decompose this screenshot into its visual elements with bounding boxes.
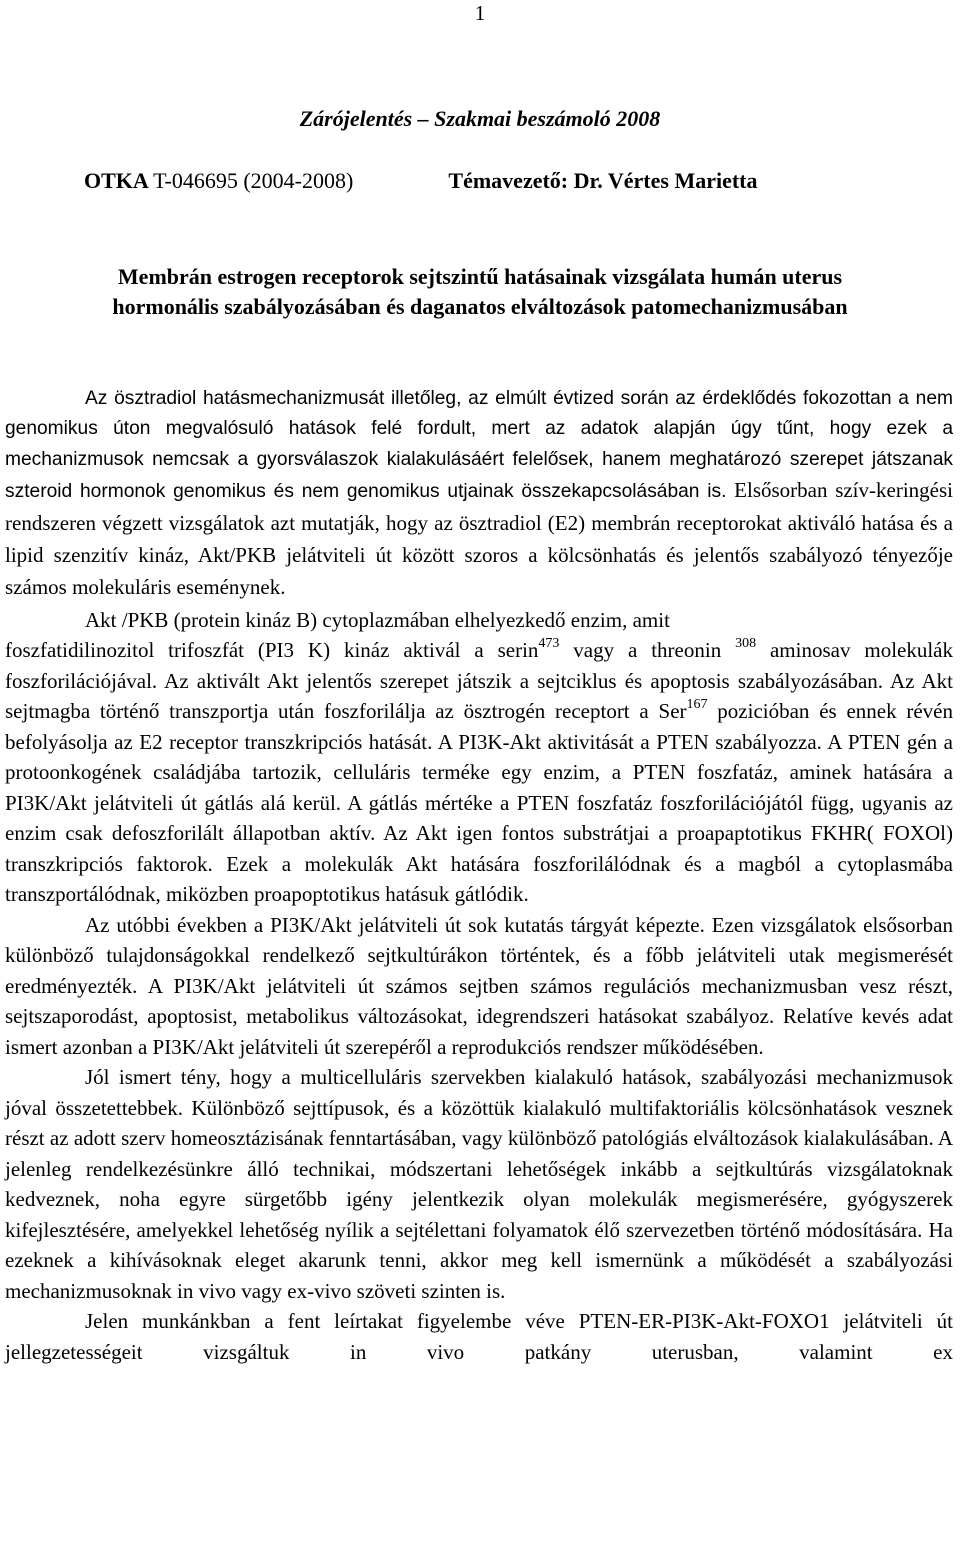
paragraph-2-line-1: Akt /PKB (protein kináz B) cytoplazmában elhelyezkedő enzim, amit [85, 607, 670, 632]
paragraph-5: Jelen munkánkban a fent leírtakat figyelembe véve PTEN-ER-PI3K-Akt-FOXO1 jelátviteli út jellegzetességeit vizsgáltuk in vivo patkány uterusban, valamint ex [5, 1309, 953, 1364]
superscript-167: 167 [686, 697, 708, 713]
report-title: Zárójelentés – Szakmai beszámoló 2008 [299, 106, 661, 131]
heading-line-2: hormonális szabályozásában és daganatos elváltozások patomechanizmusában [112, 294, 848, 319]
heading-line-1: Membrán estrogen receptorok sejtszintű hatásainak vizsgálata humán uterus [117, 264, 843, 289]
superscript-308: 308 [735, 636, 757, 652]
paragraph-2-text-d: pozicióban és ennek révén befolyásolja az E2 receptor transzkripciós hatását. A PI3K-Akt aktivitását a PTEN szabályozza. A PTEN gén a protoonkogének családjába tartozik, celluláris terméke egy enzim, a PTEN foszfatáz, aminek hatására a PI3K/Akt jelátviteli út gátlás alá kerül. A gátlás mértéke a PTEN foszfatáz foszforilációjától függ, ugyanis az enzim csak defoszforilált állapotban aktív. Az Akt igen fontos substrátjai a proapaptotikus FKHR( FOXOl) transzkripciós faktorok. Ezek a molekulák Akt hatására foszforilálódnak és a magból a cytoplasmába transzportálódnak, miközben proapoptotikus hatásuk gátlódik. [5, 699, 953, 907]
paragraph-2-text-b: vagy a threonin [559, 638, 736, 663]
paragraph-2-text-c: aminosav molekulák foszforilációjával. Az aktivált Akt jelentős szerepet játszik a sejtciklus és apoptosis szabályozásában. Az Akt sejtmagba történő transzportja után foszforilálja az ösztrogén receptort a Ser [5, 638, 954, 724]
paragraph-4: Jól ismert tény, hogy a multicelluláris szervekben kialakuló hatások, szabályozási mechanizmusok jóval összetettebbek. Különböző sejttípusok, és a közöttük kialakuló multifaktoriális kölcsönhatások vesznek részt az adott szerv homeosztázisának fenntartásában, vagy különböző patológiás elváltozások kialakulásában. A jelenleg rendelkezésünkre álló technikai, módszertani lehetőségek inkább a sejtkultúrás vizsgálatoknak kedveznek, noha egyre sürgetőbb igény jelentkezik olyan molekulák megismerésére, gyógyszerek kifejlesztésére, amelyekkel lehetőség nyílik a sejtélettani folyamatok élő szervezetben történő módosítására. Ha ezeknek a kihívásoknak eleget akarunk tenni, akkor meg kell ismernünk a működését a szabályozási mechanizmusoknak in vivo vagy ex-vivo szöveti szinten is. [5, 1065, 953, 1303]
page-number: 1 [474, 1, 486, 25]
paragraph-2 [5, 605, 953, 910]
paragraph-3: Az utóbbi években a PI3K/Akt jelátviteli út sok kutatás tárgyát képezte. Ezen vizsgálatok elsősorban különböző tulajdonságokkal rendelkező sejtkultúrákon történtek, és a főbb jelátviteli utak megismerését eredményezték. A PI3K/Akt jelátviteli út számos sejtben számos regulációs mechanizmusban vesz részt, sejtszaporodást, apoptosist, metabolikus változásokat, idegrendszeri hatásokat szabályoz. Relatíve kevés adat ismert azonban a PI3K/Akt jelátviteli út szerepéről a reprodukciós rendszer működésében. [5, 912, 953, 1059]
paragraph-1-serif: Elsősorban szív-keringési rendszeren végzett vizsgálatok azt mutatják, hogy az ösztradiol (E2) membrán receptorokat aktiváló hatása és a lipid szenzitív kináz, Akt/PKB jelátviteli út között szoros a kölcsönhatás és jelentős szabályozó tényezője számos molekuláris eseménynek. [5, 478, 953, 600]
project-meta [84, 168, 758, 194]
supervisor: Témavezető: Dr. Vértes Marietta [448, 168, 758, 193]
otka-id: T-046695 (2004-2008) [153, 168, 354, 193]
paragraph-1 [5, 384, 953, 605]
paragraph-2-text-a: foszfatidilinozitol trifoszfát (PI3 K) kináz aktivál a serin [5, 638, 539, 663]
paragraph-1-sans: Az ösztradiol hatásmechanizmusát illetőleg, az elmúlt évtized során az érdeklődés fokozottan a nem genomikus úton megvalósuló hatások felé fordult, mert az adatok alapján úgy tűnt, hogy ezek a mechanizmusok nemcsak a gyorsválaszok kialakulásáért felelősek, hanem meghatározó szerepet játszanak szteroid hormonok genomikus és nem genomikus utjainak összekapcsolásában is. [5, 388, 953, 503]
superscript-473: 473 [538, 636, 560, 652]
project-heading [0, 262, 960, 322]
report-body [5, 384, 953, 1367]
otka-label: OTKA [84, 168, 148, 193]
